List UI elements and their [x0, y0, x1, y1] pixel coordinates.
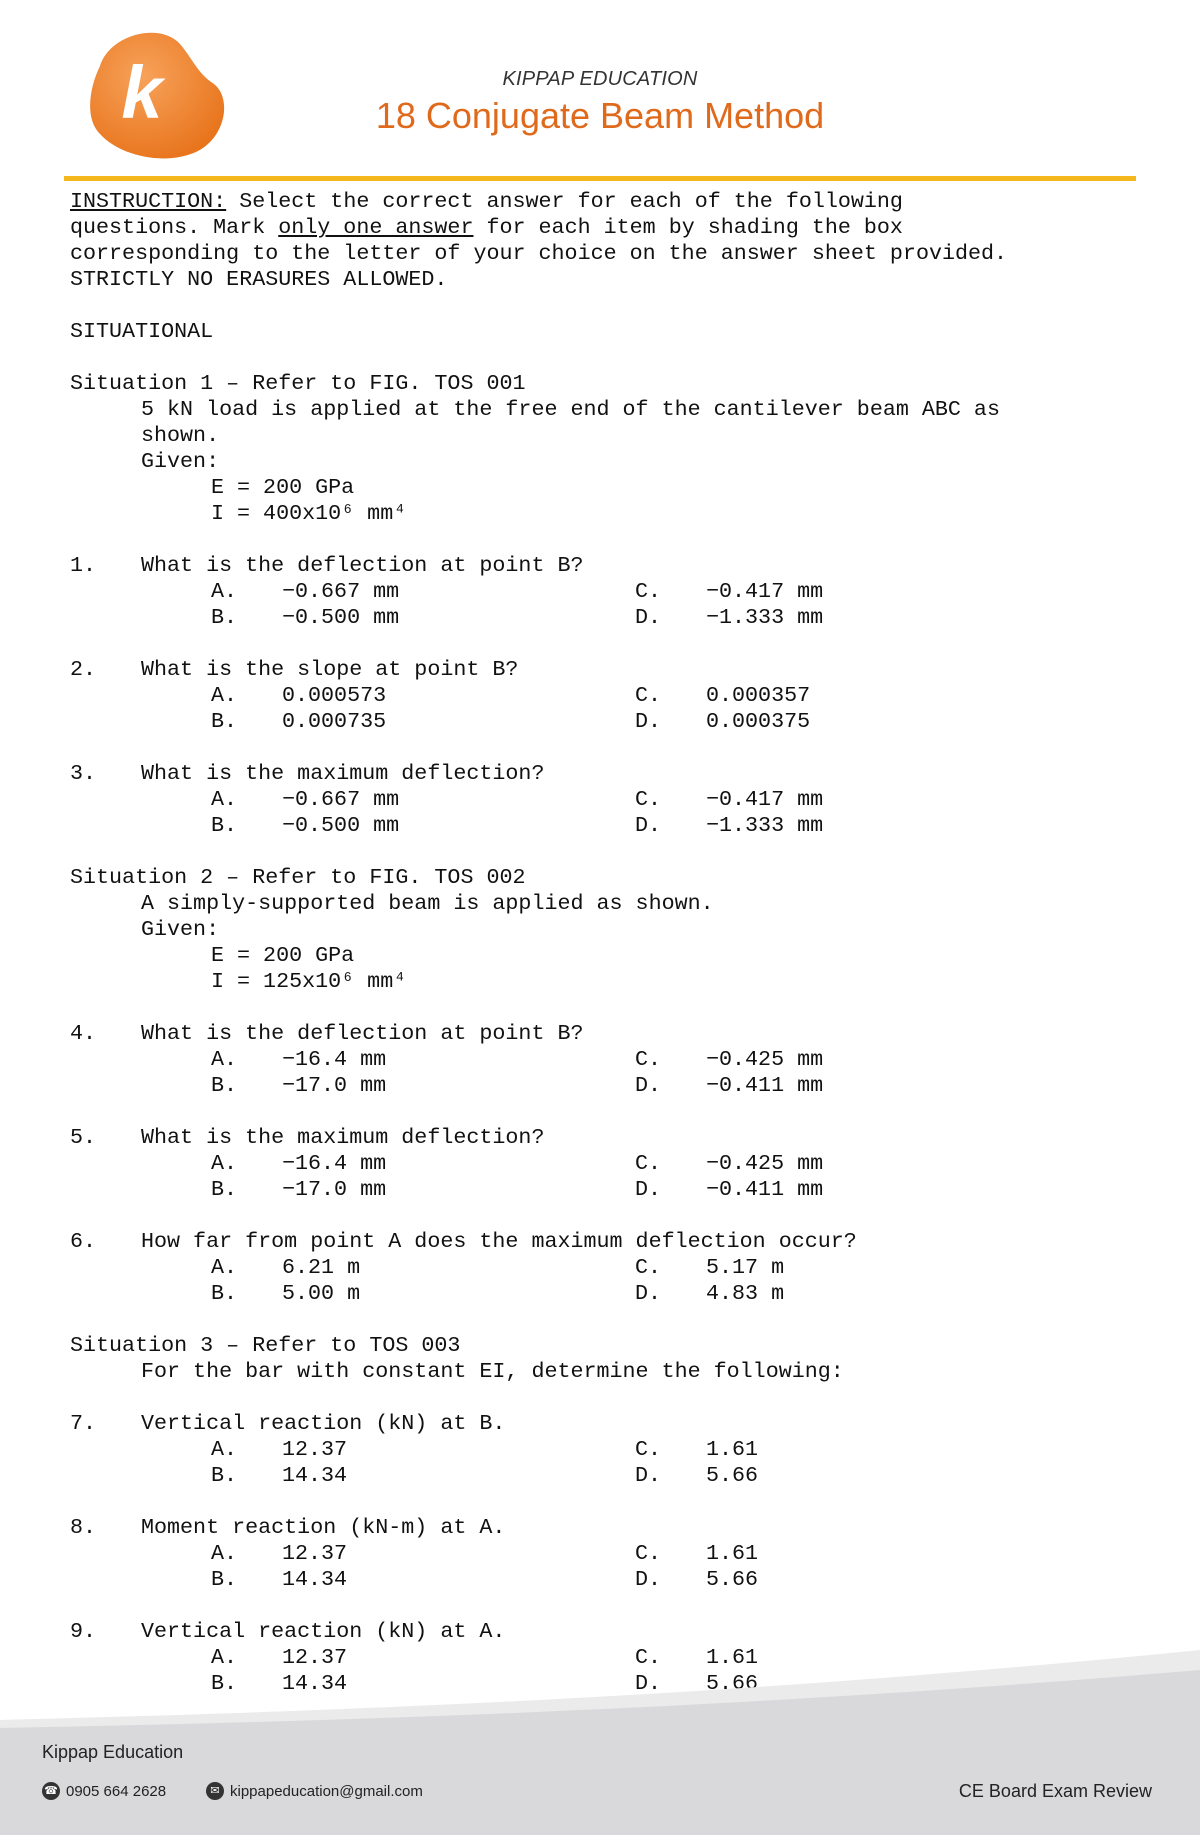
- question-text: Vertical reaction (kN) at B.: [141, 1411, 506, 1436]
- choice-letter: A.: [211, 579, 238, 604]
- email-icon: ✉: [206, 1782, 224, 1800]
- given-value: I = 400x10⁶ mm⁴: [211, 501, 407, 526]
- situation-description: 5 kN load is applied at the free end of the cantilever beam ABC as: [141, 397, 1000, 422]
- choice-value: 5.00 m: [282, 1281, 361, 1306]
- choice-value: 14.34: [282, 1463, 348, 1488]
- choice-value: −17.0 mm: [282, 1073, 387, 1098]
- footer-phone: [42, 1782, 166, 1800]
- choice-letter: C.: [635, 1151, 662, 1176]
- choice-value: 5.66: [706, 1567, 759, 1592]
- choice-letter: A.: [211, 1645, 238, 1670]
- situation-heading: Situation 3 – Refer to TOS 003: [70, 1333, 461, 1358]
- choice-value: −0.667 mm: [282, 579, 400, 604]
- question: [70, 1411, 1140, 1437]
- given-value: I = 125x10⁶ mm⁴: [211, 969, 407, 994]
- situation-description: A simply-supported beam is applied as shown.: [141, 891, 714, 916]
- given-value: E = 200 GPa: [211, 475, 355, 500]
- choice-value: −16.4 mm: [282, 1047, 387, 1072]
- choice-letter: D.: [635, 1567, 662, 1592]
- choice-letter: D.: [635, 1671, 662, 1696]
- choice-letter: A.: [211, 683, 238, 708]
- choice-letter: A.: [211, 787, 238, 812]
- choice-row: [70, 683, 1140, 709]
- choice-letter: B.: [211, 1671, 238, 1696]
- question: [70, 761, 1140, 787]
- phone-icon: ☎: [42, 1782, 60, 1800]
- choice-letter: C.: [635, 787, 662, 812]
- footer-organization: Kippap Education: [42, 1742, 184, 1762]
- phone-number: 0905 664 2628: [66, 1782, 167, 1800]
- choice-row: [70, 1541, 1140, 1567]
- emphasis-text: only one answer: [278, 215, 474, 240]
- choice-row: [70, 1177, 1140, 1203]
- question-text: What is the deflection at point B?: [141, 1021, 584, 1046]
- choice-value: 5.17 m: [706, 1255, 785, 1280]
- choice-value: 0.000735: [282, 709, 387, 734]
- choice-row: [70, 1437, 1140, 1463]
- choice-value: 1.61: [706, 1541, 759, 1566]
- choice-value: 14.34: [282, 1671, 348, 1696]
- footer-email: [206, 1782, 423, 1800]
- choice-letter: D.: [635, 709, 662, 734]
- choice-value: −0.500 mm: [282, 605, 400, 630]
- choice-letter: B.: [211, 1177, 238, 1202]
- choice-row: [70, 579, 1140, 605]
- choice-row: [70, 1463, 1140, 1489]
- situation-description: shown.: [141, 423, 220, 448]
- choice-value: −0.667 mm: [282, 787, 400, 812]
- question-number: 9.: [70, 1619, 97, 1644]
- choice-value: −0.425 mm: [706, 1151, 824, 1176]
- choice-letter: B.: [211, 813, 238, 838]
- choice-value: −0.411 mm: [706, 1073, 824, 1098]
- choice-letter: C.: [635, 1255, 662, 1280]
- choice-value: −1.333 mm: [706, 813, 824, 838]
- choice-value: −16.4 mm: [282, 1151, 387, 1176]
- choice-value: −0.411 mm: [706, 1177, 824, 1202]
- header-titles: [370, 68, 830, 137]
- logo-letter: k: [121, 51, 163, 134]
- choice-letter: A.: [211, 1541, 238, 1566]
- choice-value: 14.34: [282, 1567, 348, 1592]
- question-text: What is the maximum deflection?: [141, 1125, 545, 1150]
- question-number: 5.: [70, 1125, 97, 1150]
- choice-value: 0.000357: [706, 683, 811, 708]
- choice-letter: C.: [635, 1047, 662, 1072]
- question-number: 1.: [70, 553, 97, 578]
- choice-value: 1.61: [706, 1437, 759, 1462]
- choice-letter: C.: [635, 1541, 662, 1566]
- choice-value: 1.61: [706, 1645, 759, 1670]
- header-divider: [64, 176, 1136, 181]
- choice-letter: D.: [635, 1073, 662, 1098]
- given-label: Given:: [141, 917, 220, 942]
- choice-value: 12.37: [282, 1645, 348, 1670]
- instruction-label: INSTRUCTION:: [70, 189, 227, 214]
- question-number: 2.: [70, 657, 97, 682]
- choice-letter: B.: [211, 1281, 238, 1306]
- given-value: E = 200 GPa: [211, 943, 355, 968]
- choice-value: 4.83 m: [706, 1281, 785, 1306]
- question-text: Vertical reaction (kN) at A.: [141, 1619, 506, 1644]
- question: [70, 1021, 1140, 1047]
- choice-value: −17.0 mm: [282, 1177, 387, 1202]
- choice-letter: D.: [635, 1463, 662, 1488]
- situation-description: For the bar with constant EI, determine the following:: [141, 1359, 844, 1384]
- choice-letter: B.: [211, 1463, 238, 1488]
- choice-letter: A.: [211, 1047, 238, 1072]
- question-number: 4.: [70, 1021, 97, 1046]
- choice-value: 0.000573: [282, 683, 387, 708]
- situations-list: [70, 371, 1140, 1697]
- organization-name: KIPPAP EDUCATION: [502, 68, 698, 90]
- choice-value: −0.425 mm: [706, 1047, 824, 1072]
- question: [70, 1229, 1140, 1255]
- choice-letter: C.: [635, 683, 662, 708]
- instruction-line-2: questions. Mark only one answer for each item by shading the box: [70, 215, 903, 240]
- choice-value: −0.417 mm: [706, 787, 824, 812]
- choice-row: [70, 813, 1140, 839]
- choice-row: [70, 1255, 1140, 1281]
- choice-row: [70, 1151, 1140, 1177]
- choice-letter: A.: [211, 1151, 238, 1176]
- instruction-line-3: corresponding to the letter of your choice on the answer sheet provided.: [70, 241, 1008, 266]
- instruction-line-1: INSTRUCTION: Select the correct answer for each of the following: [70, 189, 903, 214]
- situation-heading: Situation 1 – Refer to FIG. TOS 001: [70, 371, 526, 396]
- choice-letter: D.: [635, 813, 662, 838]
- section-heading: SITUATIONAL: [70, 319, 214, 344]
- choice-row: [70, 1073, 1140, 1099]
- choice-value: 0.000375: [706, 709, 811, 734]
- choice-letter: C.: [635, 1437, 662, 1462]
- question-number: 6.: [70, 1229, 97, 1254]
- question: [70, 1619, 1140, 1645]
- choice-value: −0.417 mm: [706, 579, 824, 604]
- question-number: 7.: [70, 1411, 97, 1436]
- question-text: What is the deflection at point B?: [141, 553, 584, 578]
- kippap-logo: [80, 26, 230, 161]
- footer-tagline: CE Board Exam Review: [958, 1781, 1152, 1801]
- choice-row: [70, 787, 1140, 813]
- choice-row: [70, 1047, 1140, 1073]
- choice-row: [70, 1567, 1140, 1593]
- choice-value: −0.500 mm: [282, 813, 400, 838]
- choice-letter: D.: [635, 605, 662, 630]
- choice-value: −1.333 mm: [706, 605, 824, 630]
- choice-letter: B.: [211, 1567, 238, 1592]
- choice-row: [70, 605, 1140, 631]
- question-text: How far from point A does the maximum deflection occur?: [141, 1229, 857, 1254]
- situation-heading: Situation 2 – Refer to FIG. TOS 002: [70, 865, 526, 890]
- choice-value: 6.21 m: [282, 1255, 361, 1280]
- question-number: 3.: [70, 761, 97, 786]
- question: [70, 553, 1140, 579]
- choice-value: 12.37: [282, 1541, 348, 1566]
- choice-letter: B.: [211, 709, 238, 734]
- choice-value: 5.66: [706, 1671, 759, 1696]
- question-text: Moment reaction (kN-m) at A.: [141, 1515, 506, 1540]
- question-text: What is the maximum deflection?: [141, 761, 545, 786]
- given-label: Given:: [141, 449, 220, 474]
- choice-letter: B.: [211, 1073, 238, 1098]
- document-title: 18 Conjugate Beam Method: [375, 95, 825, 136]
- choice-letter: A.: [211, 1255, 238, 1280]
- question: [70, 657, 1140, 683]
- instruction-line-4: STRICTLY NO ERASURES ALLOWED.: [70, 267, 448, 292]
- choice-letter: A.: [211, 1437, 238, 1462]
- choice-letter: D.: [635, 1177, 662, 1202]
- choice-row: [70, 1281, 1140, 1307]
- choice-letter: C.: [635, 1645, 662, 1670]
- choice-letter: D.: [635, 1281, 662, 1306]
- email-address: kippapeducation@gmail.com: [230, 1782, 423, 1800]
- question-number: 8.: [70, 1515, 97, 1540]
- choice-value: 12.37: [282, 1437, 348, 1462]
- question: [70, 1515, 1140, 1541]
- choice-row: [70, 709, 1140, 735]
- question-text: What is the slope at point B?: [141, 657, 519, 682]
- choice-letter: C.: [635, 579, 662, 604]
- question: [70, 1125, 1140, 1151]
- choice-letter: B.: [211, 605, 238, 630]
- document-body: [70, 189, 1140, 1697]
- choice-value: 5.66: [706, 1463, 759, 1488]
